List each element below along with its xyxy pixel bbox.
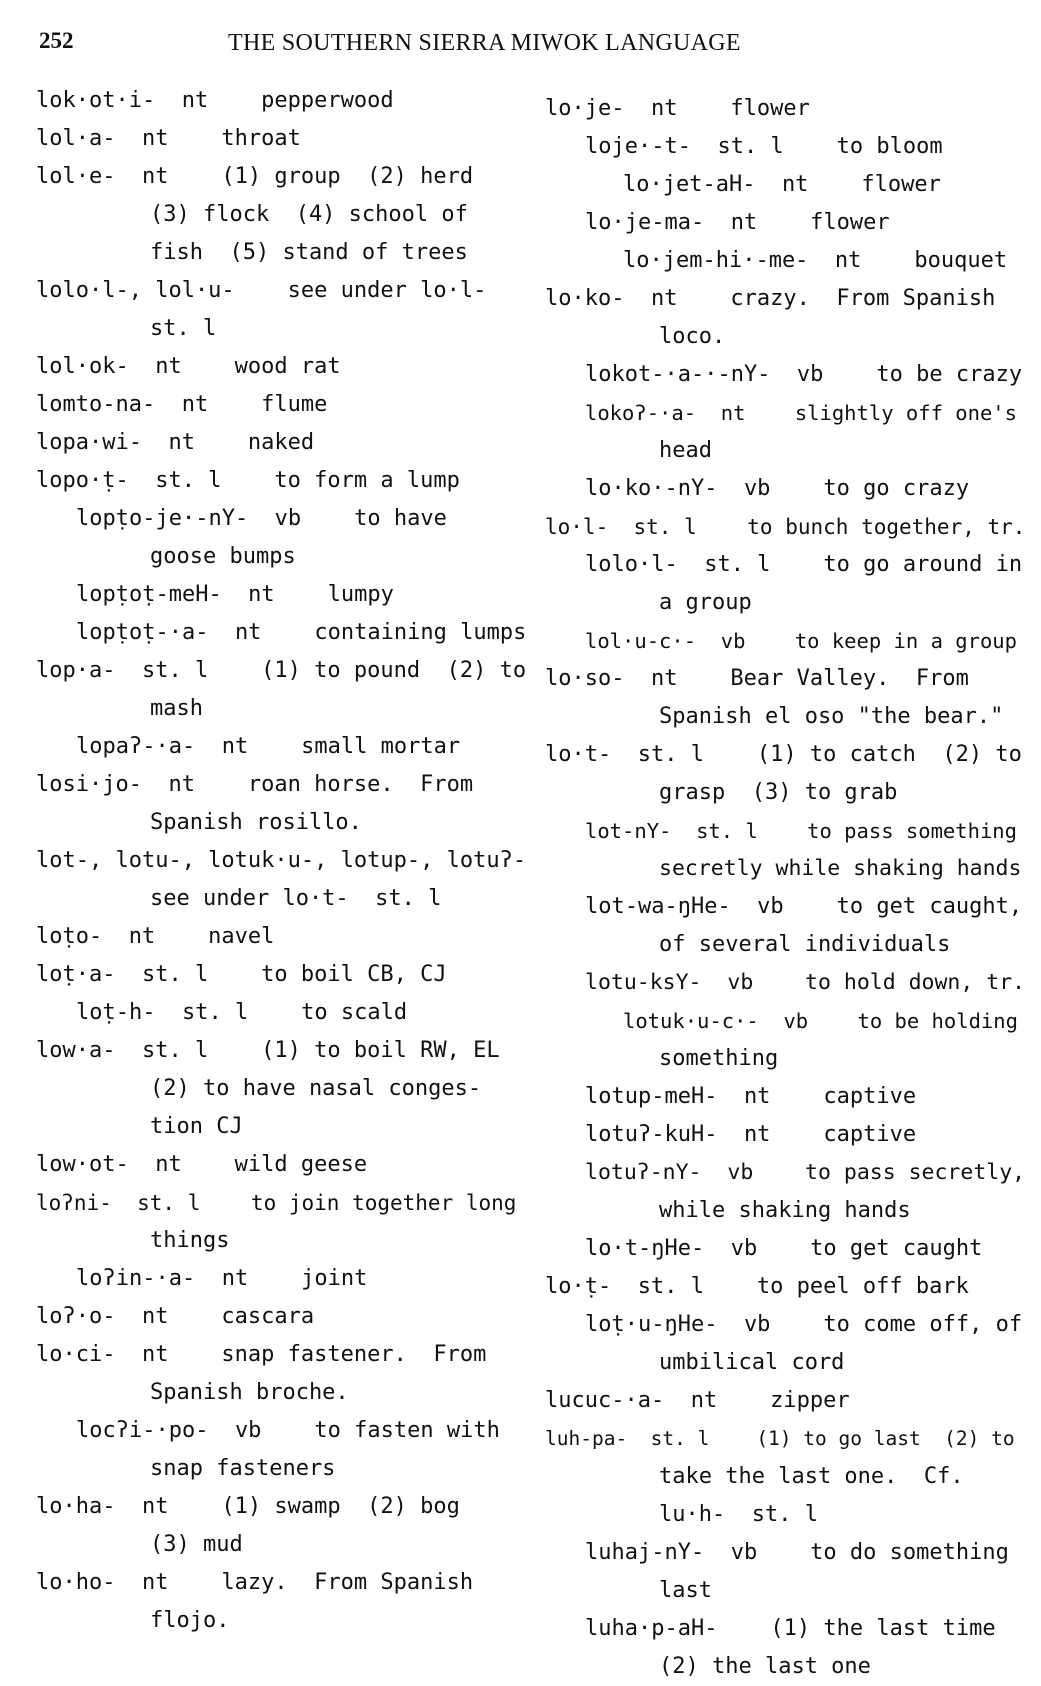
dictionary-line: low·a- st. l (1) to boil RW, EL [36, 1038, 500, 1063]
dictionary-line: lol·u-c·- vb to keep in a group [585, 629, 1017, 653]
dictionary-line: losi·jo- nt roan horse. From [36, 772, 474, 797]
dictionary-line: lotup-meH- nt captive [585, 1084, 917, 1109]
dictionary-line: luha·p-aH- (1) the last time [585, 1616, 996, 1641]
dictionary-line: lotuʔ-kuH- nt captive [585, 1122, 917, 1147]
dictionary-line: lucuc-·a- nt zipper [545, 1388, 850, 1413]
dictionary-line: Spanish broche. [150, 1380, 349, 1405]
dictionary-line: locʔi-·po- vb to fasten with [76, 1418, 500, 1443]
dictionary-line: see under lo·t- st. l [150, 886, 442, 911]
dictionary-line: loʔin-·a- nt joint [76, 1266, 368, 1291]
dictionary-line: lopṭo-je·-nY- vb to have [76, 506, 447, 531]
dictionary-line: a group [659, 590, 752, 615]
dictionary-line: lo·ṭ- st. l to peel off bark [545, 1274, 969, 1299]
dictionary-line: lotuk·u-c·- vb to be holding [623, 1009, 1018, 1033]
running-title: THE SOUTHERN SIERRA MIWOK LANGUAGE [228, 30, 741, 56]
dictionary-line: loco. [659, 324, 726, 349]
dictionary-line: lo·jem-hi·-me- nt bouquet [623, 248, 1008, 273]
dictionary-line: goose bumps [150, 544, 296, 569]
dictionary-line: lopo·ṭ- st. l to form a lump [36, 468, 460, 493]
dictionary-line: loʔni- st. l to join together long [36, 1191, 517, 1215]
dictionary-line: lopṭoṭ-meH- nt lumpy [76, 582, 394, 607]
dictionary-line: grasp (3) to grab [659, 780, 898, 805]
dictionary-line: lo·ko- nt crazy. From Spanish [545, 286, 996, 311]
dictionary-line: lokot-·a-·-nY- vb to be crazy [585, 362, 1023, 387]
dictionary-line: lo·t- st. l (1) to catch (2) to [545, 742, 1022, 767]
dictionary-line: lotu-ksY- vb to hold down, tr. [585, 970, 1026, 995]
dictionary-line: luhaj-nY- vb to do something [585, 1540, 1009, 1565]
dictionary-line: lot-wa-ŋHe- vb to get caught, [585, 894, 1023, 919]
dictionary-line: loʔ·o- nt cascara [36, 1304, 315, 1329]
dictionary-line: mash [150, 696, 203, 721]
dictionary-line: (3) flock (4) school of [150, 202, 468, 227]
dictionary-line: lo·ha- nt (1) swamp (2) bog [36, 1494, 460, 1519]
dictionary-line: lo·l- st. l to bunch together, tr. [545, 515, 1026, 539]
dictionary-line: lot-nY- st. l to pass something [585, 819, 1017, 843]
dictionary-line: tion CJ [150, 1114, 243, 1139]
dictionary-line: fish (5) stand of trees [150, 240, 468, 265]
dictionary-line: (2) to have nasal conges- [150, 1076, 482, 1101]
dictionary-line: lo·jet-aH- nt flower [623, 172, 941, 197]
dictionary-line: lol·ok- nt wood rat [36, 354, 341, 379]
dictionary-line: while shaking hands [659, 1198, 911, 1223]
dictionary-line: snap fasteners [150, 1456, 336, 1481]
dictionary-line: luh-pa- st. l (1) to go last (2) to [545, 1427, 1015, 1450]
dictionary-line: lolo·l- st. l to go around in [585, 552, 1023, 577]
dictionary-line: lo·je- nt flower [545, 96, 810, 121]
dictionary-line: things [150, 1228, 230, 1253]
dictionary-line: last [659, 1578, 712, 1603]
dictionary-line: something [659, 1046, 779, 1071]
dictionary-line: low·ot- nt wild geese [36, 1152, 368, 1177]
dictionary-line: lot-, lotu-, lotuk·u-, lotup-, lotuʔ- [36, 848, 527, 873]
dictionary-line: lo·ko·-nY- vb to go crazy [585, 476, 970, 501]
dictionary-line: lotuʔ-nY- vb to pass secretly, [585, 1160, 1026, 1185]
dictionary-line: flojo. [150, 1608, 230, 1633]
dictionary-line: secretly while shaking hands [659, 856, 1022, 881]
dictionary-line: Spanish el oso "the bear." [659, 704, 1004, 729]
dictionary-line: loṭ·u-ŋHe- vb to come off, of [585, 1312, 1023, 1337]
dictionary-line: lok·ot·i- nt pepperwood [36, 88, 394, 113]
dictionary-line: loje·-t- st. l to bloom [585, 134, 943, 159]
dictionary-line: of several individuals [659, 932, 951, 957]
dictionary-line: lo·ho- nt lazy. From Spanish [36, 1570, 474, 1595]
dictionary-line: lop·a- st. l (1) to pound (2) to [36, 658, 527, 683]
dictionary-line: lol·a- nt throat [36, 126, 301, 151]
page-header [0, 28, 1041, 64]
dictionary-line: lu·h- st. l [659, 1502, 818, 1527]
dictionary-line: loṭ·a- st. l to boil CB, CJ [36, 962, 447, 987]
dictionary-line: lolo·l-, lol·u- see under lo·l- [36, 278, 487, 303]
dictionary-line: head [659, 438, 712, 463]
dictionary-line: lopa·wi- nt naked [36, 430, 315, 455]
dictionary-line: lokoʔ-·a- nt slightly off one's [585, 401, 1017, 425]
dictionary-line: lol·e- nt (1) group (2) herd [36, 164, 474, 189]
dictionary-line: lo·je-ma- nt flower [585, 210, 890, 235]
dictionary-line: lo·t-ŋHe- vb to get caught [585, 1236, 983, 1261]
dictionary-line: umbilical cord [659, 1350, 845, 1375]
dictionary-line: (2) the last one [659, 1654, 871, 1679]
dictionary-line: st. l [150, 316, 217, 341]
dictionary-line: lopaʔ-·a- nt small mortar [76, 734, 461, 759]
dictionary-line: loṭ-h- st. l to scald [76, 1000, 408, 1025]
dictionary-line: take the last one. Cf. [659, 1464, 964, 1489]
dictionary-line: lopṭoṭ-·a- nt containing lumps [76, 620, 527, 645]
page-number: 252 [39, 28, 74, 53]
dictionary-line: loṭo- nt navel [36, 924, 275, 949]
right-column [545, 90, 1025, 1686]
dictionary-line: Spanish rosillo. [150, 810, 362, 835]
dictionary-line: lo·so- nt Bear Valley. From [545, 666, 969, 691]
dictionary-line: lomto-na- nt flume [36, 392, 328, 417]
left-column [36, 82, 526, 1640]
dictionary-line: (3) mud [150, 1532, 243, 1557]
dictionary-line: lo·ci- nt snap fastener. From [36, 1342, 487, 1367]
